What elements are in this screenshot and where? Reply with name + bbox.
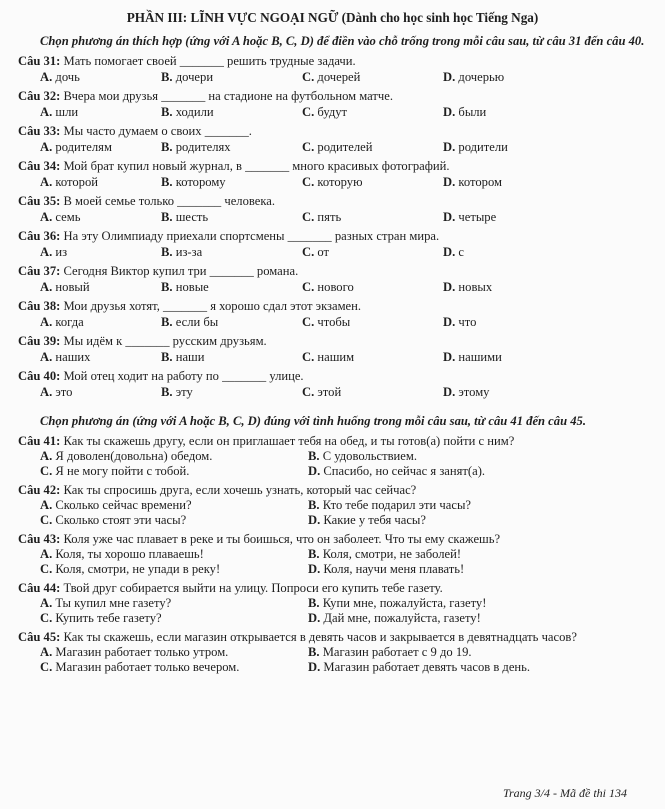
option-letter: D. [443, 245, 456, 259]
question-number: Câu 37: [18, 264, 61, 278]
option-text: родителям [55, 140, 112, 154]
answer-option [161, 315, 302, 330]
answer-option [18, 562, 308, 577]
options-row [18, 562, 647, 577]
question-text: Мой брат купил новый журнал, в _______ много красивых фотографий. [63, 159, 450, 173]
question-text: Как ты скажешь другу, если он приглашает тебя на обед, и ты готов(а) пойти с ним? [63, 434, 515, 448]
answer-option [443, 245, 584, 260]
answer-option [18, 245, 161, 260]
answer-option [308, 645, 616, 660]
answer-option [443, 105, 584, 120]
option-text: новые [175, 280, 209, 294]
option-letter: C. [302, 315, 315, 329]
option-text: Спасибо, но сейчас я занят(а). [323, 464, 486, 478]
option-letter: C. [302, 210, 315, 224]
question-text: Мы часто думаем о своих _______. [63, 124, 252, 138]
option-text: нашим [317, 350, 355, 364]
options-row [18, 513, 647, 528]
answer-option [18, 449, 308, 464]
answer-option [18, 513, 308, 528]
option-letter: A. [40, 547, 53, 561]
option-text: Купить тебе газету? [55, 611, 162, 625]
answer-option [18, 645, 308, 660]
question [18, 159, 647, 174]
answer-option [161, 350, 302, 365]
option-letter: A. [40, 596, 53, 610]
option-text: Коля, смотри, не заболей! [322, 547, 462, 561]
option-letter: D. [308, 513, 321, 527]
options-row [18, 350, 647, 365]
answer-option [18, 210, 161, 225]
option-text: Магазин работает с 9 до 19. [322, 645, 472, 659]
answer-option [302, 315, 443, 330]
option-text: наши [175, 350, 205, 364]
option-letter: B. [161, 350, 173, 364]
answer-option [18, 70, 161, 85]
answer-option [443, 350, 584, 365]
instruction-situation: Chọn phương án (ứng với A hoặc B, C, D) đúng với tình huống trong mỗi câu sau, từ câu 41 đến câu 45. [40, 414, 586, 428]
option-text: семь [55, 210, 81, 224]
option-text: родителей [317, 140, 373, 154]
option-letter: A. [40, 280, 53, 294]
answer-option [308, 464, 616, 479]
answer-option [308, 547, 616, 562]
option-letter: B. [308, 498, 320, 512]
option-text: пять [317, 210, 342, 224]
question-number: Câu 35: [18, 194, 61, 208]
option-letter: A. [40, 175, 53, 189]
question-number: Câu 33: [18, 124, 61, 138]
answer-option [302, 210, 443, 225]
option-letter: A. [40, 140, 53, 154]
option-text: из-за [175, 245, 203, 259]
option-text: родители [458, 140, 508, 154]
answer-option [18, 547, 308, 562]
situation-question-list [18, 434, 647, 675]
answer-option [308, 596, 616, 611]
option-letter: B. [308, 547, 320, 561]
answer-option [18, 105, 161, 120]
option-letter: D. [443, 210, 456, 224]
option-text: Ты купил мне газету? [55, 596, 172, 610]
answer-option [302, 70, 443, 85]
question [18, 124, 647, 139]
option-text: эту [175, 385, 193, 399]
option-text: Коля, смотри, не упади в реку! [55, 562, 221, 576]
option-text: Я доволен(довольна) обедом. [55, 449, 213, 463]
option-text: Коля, ты хорошо плаваешь! [55, 547, 204, 561]
option-text: этой [317, 385, 342, 399]
answer-option [443, 210, 584, 225]
option-text: когда [55, 315, 84, 329]
answer-option [443, 280, 584, 295]
option-letter: A. [40, 498, 53, 512]
options-row [18, 245, 647, 260]
answer-option [18, 140, 161, 155]
option-letter: C. [40, 513, 53, 527]
option-text: были [458, 105, 487, 119]
option-letter: B. [161, 245, 173, 259]
option-letter: C. [302, 350, 315, 364]
option-letter: B. [308, 596, 320, 610]
option-letter: C. [40, 611, 53, 625]
instruction-fill: Chọn phương án thích hợp (ứng với A hoặc B, C, D) để điền vào chỗ trống trong mỗi câu sau, từ câu 31 đến câu 40. [40, 34, 645, 48]
option-text: Сколько стоят эти часы? [55, 513, 187, 527]
option-text: будут [317, 105, 348, 119]
option-letter: A. [40, 449, 53, 463]
option-letter: C. [302, 385, 315, 399]
option-text: Коля, научи меня плавать! [323, 562, 465, 576]
question [18, 334, 647, 349]
option-letter: B. [161, 70, 173, 84]
answer-option [161, 175, 302, 190]
options-row [18, 498, 647, 513]
option-text: Кто тебе подарил эти часы? [322, 498, 471, 512]
question [18, 299, 647, 314]
option-letter: C. [302, 105, 315, 119]
answer-option [18, 280, 161, 295]
option-letter: B. [161, 105, 173, 119]
question-text: Мать помогает своей _______ решить трудные задачи. [63, 54, 356, 68]
options-row [18, 464, 647, 479]
page-footer: Trang 3/4 - Mã đề thi 134 [502, 786, 627, 800]
option-letter: D. [443, 315, 456, 329]
option-text: этому [458, 385, 490, 399]
question [18, 434, 647, 449]
question-number: Câu 45: [18, 630, 61, 644]
question-text: Мои друзья хотят, _______ я хорошо сдал этот экзамен. [63, 299, 362, 313]
question-text: Мы идём к _______ русским друзьям. [63, 334, 267, 348]
answer-option [302, 175, 443, 190]
option-text: нового [317, 280, 354, 294]
options-row [18, 596, 647, 611]
answer-option [302, 350, 443, 365]
option-text: которую [317, 175, 363, 189]
options-row [18, 315, 647, 330]
option-text: Я не могу пойти с тобой. [55, 464, 190, 478]
option-letter: B. [161, 140, 173, 154]
option-text: Какие у тебя часы? [323, 513, 426, 527]
question-text: Мой отец ходит на работу по _______ улице. [63, 369, 304, 383]
option-letter: B. [161, 385, 173, 399]
question [18, 630, 647, 645]
question-text: Вчера мои друзья _______ на стадионе на футбольном матче. [63, 89, 393, 103]
answer-option [308, 513, 616, 528]
answer-option [18, 350, 161, 365]
question-text: На эту Олимпиаду приехали спортсмены _______ разных стран мира. [63, 229, 440, 243]
question-text: В моей семье только _______ человека. [63, 194, 276, 208]
option-text: это [55, 385, 73, 399]
option-letter: B. [161, 175, 173, 189]
question [18, 532, 647, 547]
option-text: из [55, 245, 68, 259]
question-number: Câu 44: [18, 581, 61, 595]
answer-option [443, 140, 584, 155]
answer-option [308, 562, 616, 577]
question-text: Твой друг собирается выйти на улицу. Попроси его купить тебе газету. [63, 581, 443, 595]
option-letter: B. [161, 315, 173, 329]
option-letter: B. [161, 210, 173, 224]
option-letter: D. [443, 175, 456, 189]
answer-option [302, 105, 443, 120]
options-row [18, 611, 647, 626]
option-text: от [317, 245, 330, 259]
option-letter: D. [308, 611, 321, 625]
option-text: Сколько сейчас времени? [55, 498, 192, 512]
question [18, 264, 647, 279]
answer-option [161, 70, 302, 85]
answer-option [302, 385, 443, 400]
option-letter: C. [302, 70, 315, 84]
option-text: Магазин работает только утром. [55, 645, 229, 659]
option-letter: A. [40, 245, 53, 259]
answer-option [161, 210, 302, 225]
option-letter: B. [308, 645, 320, 659]
answer-option [18, 660, 308, 675]
option-text: С удовольствием. [322, 449, 417, 463]
answer-option [18, 498, 308, 513]
option-letter: A. [40, 210, 53, 224]
question-number: Câu 32: [18, 89, 61, 103]
option-text: четыре [458, 210, 497, 224]
option-letter: D. [443, 350, 456, 364]
option-letter: C. [302, 175, 315, 189]
option-letter: A. [40, 315, 53, 329]
answer-option [308, 660, 616, 675]
options-row [18, 645, 647, 660]
option-text: нашими [458, 350, 502, 364]
option-letter: C. [40, 660, 53, 674]
answer-option [302, 280, 443, 295]
answer-option [18, 385, 161, 400]
answer-option [18, 611, 308, 626]
option-text: Дай мне, пожалуйста, газету! [323, 611, 481, 625]
option-letter: D. [308, 464, 321, 478]
option-text: дочь [55, 70, 80, 84]
options-row [18, 385, 647, 400]
answer-option [443, 175, 584, 190]
answer-option [308, 611, 616, 626]
question [18, 229, 647, 244]
answer-option [443, 70, 584, 85]
options-row [18, 547, 647, 562]
answer-option [161, 140, 302, 155]
options-row [18, 175, 647, 190]
option-text: которому [175, 175, 226, 189]
answer-option [443, 385, 584, 400]
option-text: чтобы [317, 315, 351, 329]
option-text: Магазин работает девять часов в день. [323, 660, 531, 674]
option-text: котором [458, 175, 502, 189]
answer-option [18, 315, 161, 330]
question-text: Сегодня Виктор купил три _______ романа. [63, 264, 299, 278]
question-number: Câu 39: [18, 334, 61, 348]
question-text: Как ты спросишь друга, если хочешь узнать, который час сейчас? [63, 483, 417, 497]
question-text: Коля уже час плавает в реке и ты боишься, что он заболеет. Что ты ему скажешь? [63, 532, 501, 546]
option-letter: A. [40, 385, 53, 399]
answer-option [443, 315, 584, 330]
question-number: Câu 42: [18, 483, 61, 497]
section-title: PHẦN III: LĨNH VỰC NGOẠI NGỮ (Dành cho học sinh học Tiếng Nga) [126, 10, 539, 25]
options-row [18, 660, 647, 675]
option-text: шесть [175, 210, 209, 224]
question-number: Câu 38: [18, 299, 61, 313]
option-letter: C. [302, 280, 315, 294]
question-number: Câu 41: [18, 434, 61, 448]
answer-option [308, 449, 616, 464]
question-number: Câu 43: [18, 532, 61, 546]
option-text: шли [55, 105, 79, 119]
option-text: Магазин работает только вечером. [55, 660, 240, 674]
option-letter: D. [443, 280, 456, 294]
option-text: которой [55, 175, 98, 189]
option-letter: A. [40, 70, 53, 84]
fill-question-list [18, 54, 647, 400]
options-row [18, 70, 647, 85]
answer-option [308, 498, 616, 513]
option-letter: C. [40, 464, 53, 478]
option-text: новый [55, 280, 90, 294]
option-letter: B. [161, 280, 173, 294]
question-text: Как ты скажешь, если магазин открывается в девять часов и закрывается в девятнадцать часов? [63, 630, 577, 644]
options-row [18, 280, 647, 295]
question-number: Câu 31: [18, 54, 61, 68]
question [18, 581, 647, 596]
option-text: дочери [175, 70, 214, 84]
question-number: Câu 40: [18, 369, 61, 383]
option-text: родителях [175, 140, 231, 154]
option-letter: C. [302, 140, 315, 154]
question [18, 89, 647, 104]
option-text: дочерью [458, 70, 505, 84]
option-text: Купи мне, пожалуйста, газету! [322, 596, 487, 610]
option-text: наших [55, 350, 91, 364]
question [18, 369, 647, 384]
options-row [18, 210, 647, 225]
option-letter: D. [308, 562, 321, 576]
question [18, 483, 647, 498]
options-row [18, 449, 647, 464]
option-letter: C. [40, 562, 53, 576]
option-letter: D. [443, 105, 456, 119]
answer-option [161, 385, 302, 400]
option-text: дочерей [317, 70, 361, 84]
option-text: ходили [175, 105, 214, 119]
question-number: Câu 34: [18, 159, 61, 173]
option-letter: D. [443, 140, 456, 154]
option-letter: C. [302, 245, 315, 259]
answer-option [161, 105, 302, 120]
answer-option [302, 140, 443, 155]
question-number: Câu 36: [18, 229, 61, 243]
option-text: с [458, 245, 464, 259]
option-text: если бы [175, 315, 219, 329]
answer-option [18, 464, 308, 479]
option-text: новых [458, 280, 493, 294]
option-text: что [458, 315, 477, 329]
answer-option [18, 175, 161, 190]
option-letter: A. [40, 105, 53, 119]
option-letter: D. [443, 385, 456, 399]
answer-option [302, 245, 443, 260]
options-row [18, 140, 647, 155]
answer-option [18, 596, 308, 611]
option-letter: A. [40, 645, 53, 659]
question [18, 194, 647, 209]
option-letter: D. [308, 660, 321, 674]
answer-option [161, 245, 302, 260]
option-letter: A. [40, 350, 53, 364]
question [18, 54, 647, 69]
answer-option [161, 280, 302, 295]
option-letter: B. [308, 449, 320, 463]
option-letter: D. [443, 70, 456, 84]
options-row [18, 105, 647, 120]
